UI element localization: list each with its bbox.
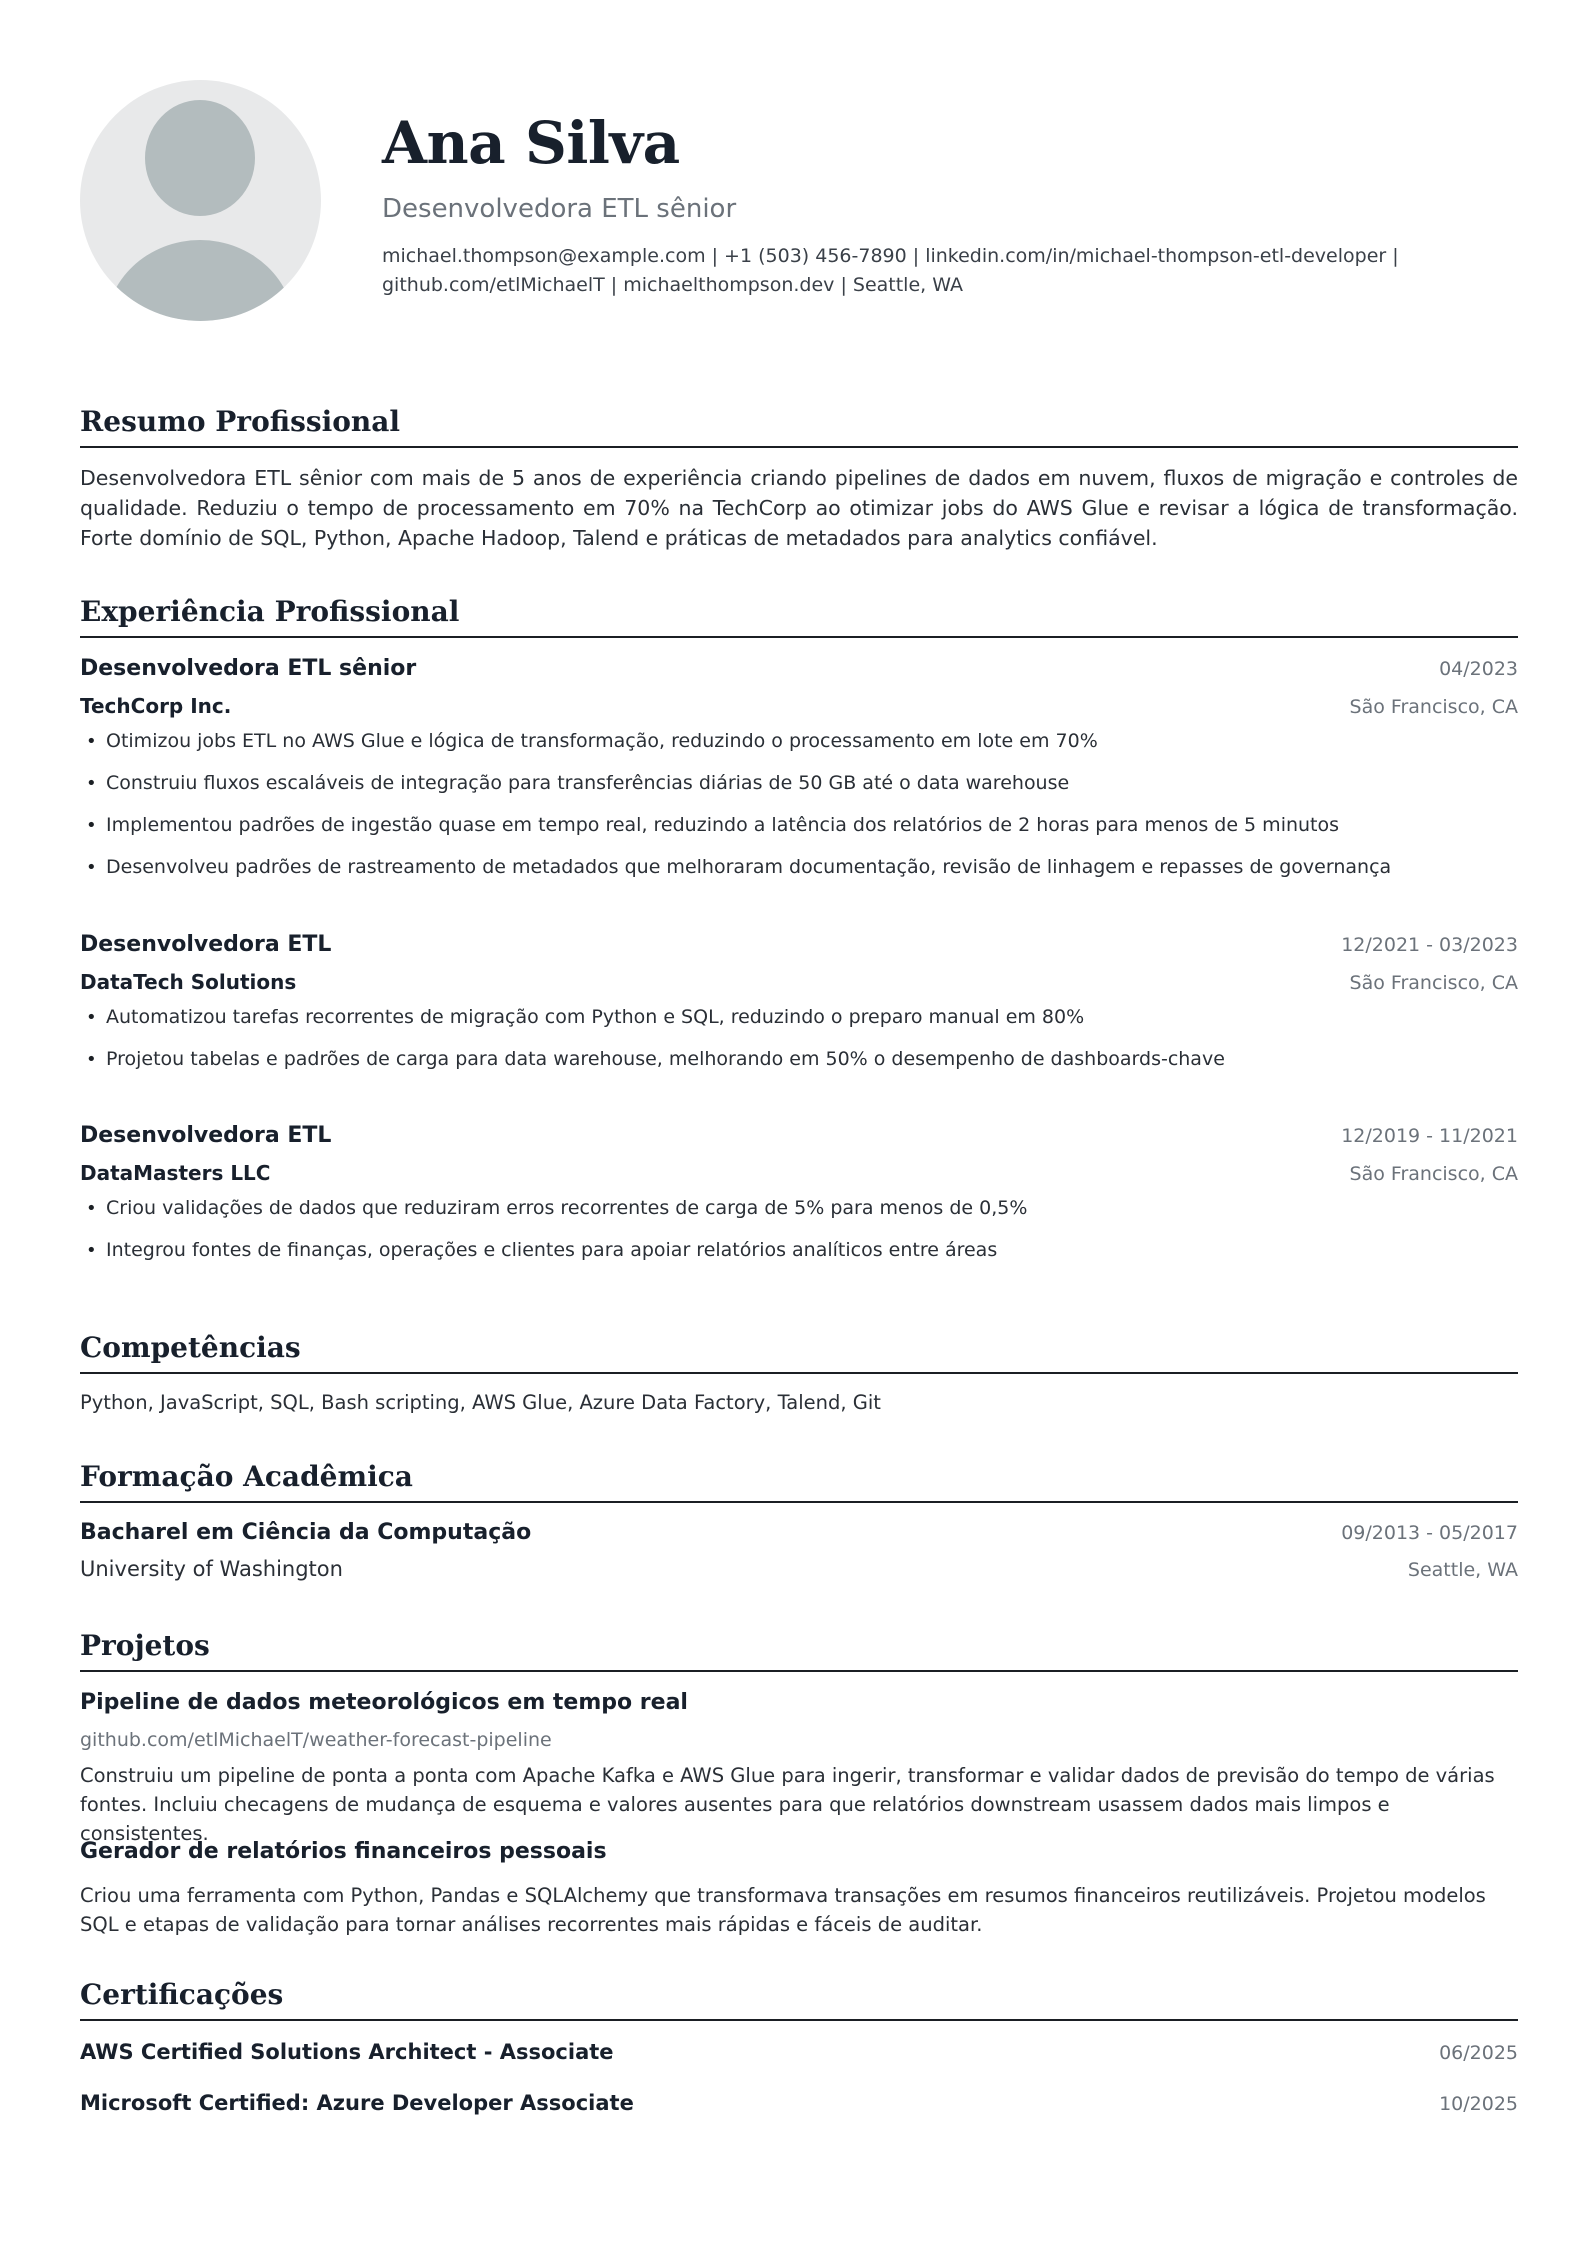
job-company: DataTech Solutions: [80, 970, 297, 994]
job-header: [80, 656, 1518, 681]
education-degree: Bacharel em Ciência da Computação: [80, 1520, 532, 1545]
list-item: • Automatizou tarefas recorrentes de migração com Python e SQL, reduzindo o preparo manual em 80%: [80, 1005, 1518, 1029]
certification-name: Microsoft Certified: Azure Developer Associate: [80, 2091, 634, 2115]
education-dates: 09/2013 - 05/2017: [1341, 1522, 1518, 1544]
section-title-skills: Competências: [80, 1330, 1518, 1374]
person-name: Ana Silva: [382, 109, 680, 177]
section-title-certifications: Certificações: [80, 1977, 1518, 2021]
section-title-education: Formação Acadêmica: [80, 1459, 1518, 1503]
person-placeholder-icon: [80, 80, 321, 321]
job-header: [80, 1123, 1518, 1148]
certification-date: 06/2025: [1439, 2042, 1518, 2064]
skills-text: Python, JavaScript, SQL, Bash scripting, AWS Glue, Azure Data Factory, Talend, Git: [80, 1391, 881, 1414]
job-dates: 12/2019 - 11/2021: [1341, 1125, 1518, 1147]
contact-line: michael.thompson@example.com | +1 (503) 456-7890 | linkedin.com/in/michael-thompson-etl-developer | github.com/etlMichaelT | michaelthompson.dev | Seattle, WA: [382, 245, 1399, 296]
section-title-experience: Experiência Profissional: [80, 594, 1518, 638]
project-description: Construiu um pipeline de ponta a ponta com Apache Kafka e AWS Glue para ingerir, transformar e validar dados de previsão do tempo de várias fontes. Incluiu checagens de mudança de esquema e valores ausentes para que relatórios downstream usassem dados mais limpos e consistentes.: [80, 1764, 1495, 1845]
section-title-projects: Projetos: [80, 1628, 1518, 1672]
job-role: Desenvolvedora ETL: [80, 1123, 332, 1148]
list-item: • Otimizou jobs ETL no AWS Glue e lógica de transformação, reduzindo o processamento em lote em 70%: [80, 729, 1518, 753]
job-location: São Francisco, CA: [1349, 696, 1518, 718]
job-bullets: [80, 1005, 1518, 1089]
job-subheader: [80, 1161, 1518, 1185]
education-header: [80, 1520, 1518, 1545]
job-header: [80, 932, 1518, 957]
job-bullets: [80, 729, 1518, 897]
education-school: University of Washington: [80, 1557, 343, 1581]
certification-name: AWS Certified Solutions Architect - Associate: [80, 2040, 614, 2064]
job-location: São Francisco, CA: [1349, 972, 1518, 994]
job-role: Desenvolvedora ETL sênior: [80, 656, 417, 681]
person-role: Desenvolvedora ETL sênior: [382, 194, 737, 224]
certification-date: 10/2025: [1439, 2093, 1518, 2115]
certification-row: [80, 2040, 1518, 2064]
job-subheader: [80, 970, 1518, 994]
job-company: DataMasters LLC: [80, 1161, 271, 1185]
job-dates: 12/2021 - 03/2023: [1341, 934, 1518, 956]
education-location: Seattle, WA: [1407, 1559, 1518, 1581]
list-item: • Construiu fluxos escaláveis de integração para transferências diárias de 50 GB até o data warehouse: [80, 771, 1518, 795]
project-header: [80, 1690, 1518, 1715]
project-header: [80, 1839, 1518, 1864]
job-company: TechCorp Inc.: [80, 694, 232, 718]
list-item: • Implementou padrões de ingestão quase em tempo real, reduzindo a latência dos relatórios de 2 horas para menos de 5 minutos: [80, 813, 1518, 837]
job-role: Desenvolvedora ETL: [80, 932, 332, 957]
certification-row: [80, 2091, 1518, 2115]
job-subheader: [80, 694, 1518, 718]
list-item: • Integrou fontes de finanças, operações e clientes para apoiar relatórios analíticos entre áreas: [80, 1238, 1518, 1262]
section-title-summary: Resumo Profissional: [80, 404, 1518, 448]
list-item: • Projetou tabelas e padrões de carga para data warehouse, melhorando em 50% o desempenho de dashboards-chave: [80, 1047, 1518, 1071]
project-name: Gerador de relatórios financeiros pessoais: [80, 1839, 607, 1864]
avatar: [80, 80, 321, 321]
project-name: Pipeline de dados meteorológicos em tempo real: [80, 1690, 688, 1715]
summary-text: Desenvolvedora ETL sênior com mais de 5 anos de experiência criando pipelines de dados em nuvem, fluxos de migração e controles de qualidade. Reduziu o tempo de processamento em 70% na TechCorp ao otimizar jobs do AWS Glue e revisar a lógica de transformação. Forte domínio de SQL, Python, Apache Hadoop, Talend e práticas de metadados para analytics confiável.: [80, 466, 1518, 550]
job-location: São Francisco, CA: [1349, 1163, 1518, 1185]
project-description: Criou uma ferramenta com Python, Pandas e SQLAlchemy que transformava transações em resumos financeiros reutilizáveis. Projetou modelos SQL e etapas de validação para tornar análises recorrentes mais rápidas e fáceis de auditar.: [80, 1884, 1486, 1936]
resume-header: [382, 108, 1482, 300]
project-link[interactable]: github.com/etlMichaelT/weather-forecast-pipeline: [80, 1729, 552, 1751]
list-item: • Criou validações de dados que reduziram erros recorrentes de carga de 5% para menos de 0,5%: [80, 1196, 1518, 1220]
job-dates: 04/2023: [1439, 658, 1518, 680]
list-item: • Desenvolveu padrões de rastreamento de metadados que melhoraram documentação, revisão de linhagem e repasses de governança: [80, 855, 1518, 879]
job-bullets: [80, 1196, 1518, 1280]
education-subheader: [80, 1557, 1518, 1581]
